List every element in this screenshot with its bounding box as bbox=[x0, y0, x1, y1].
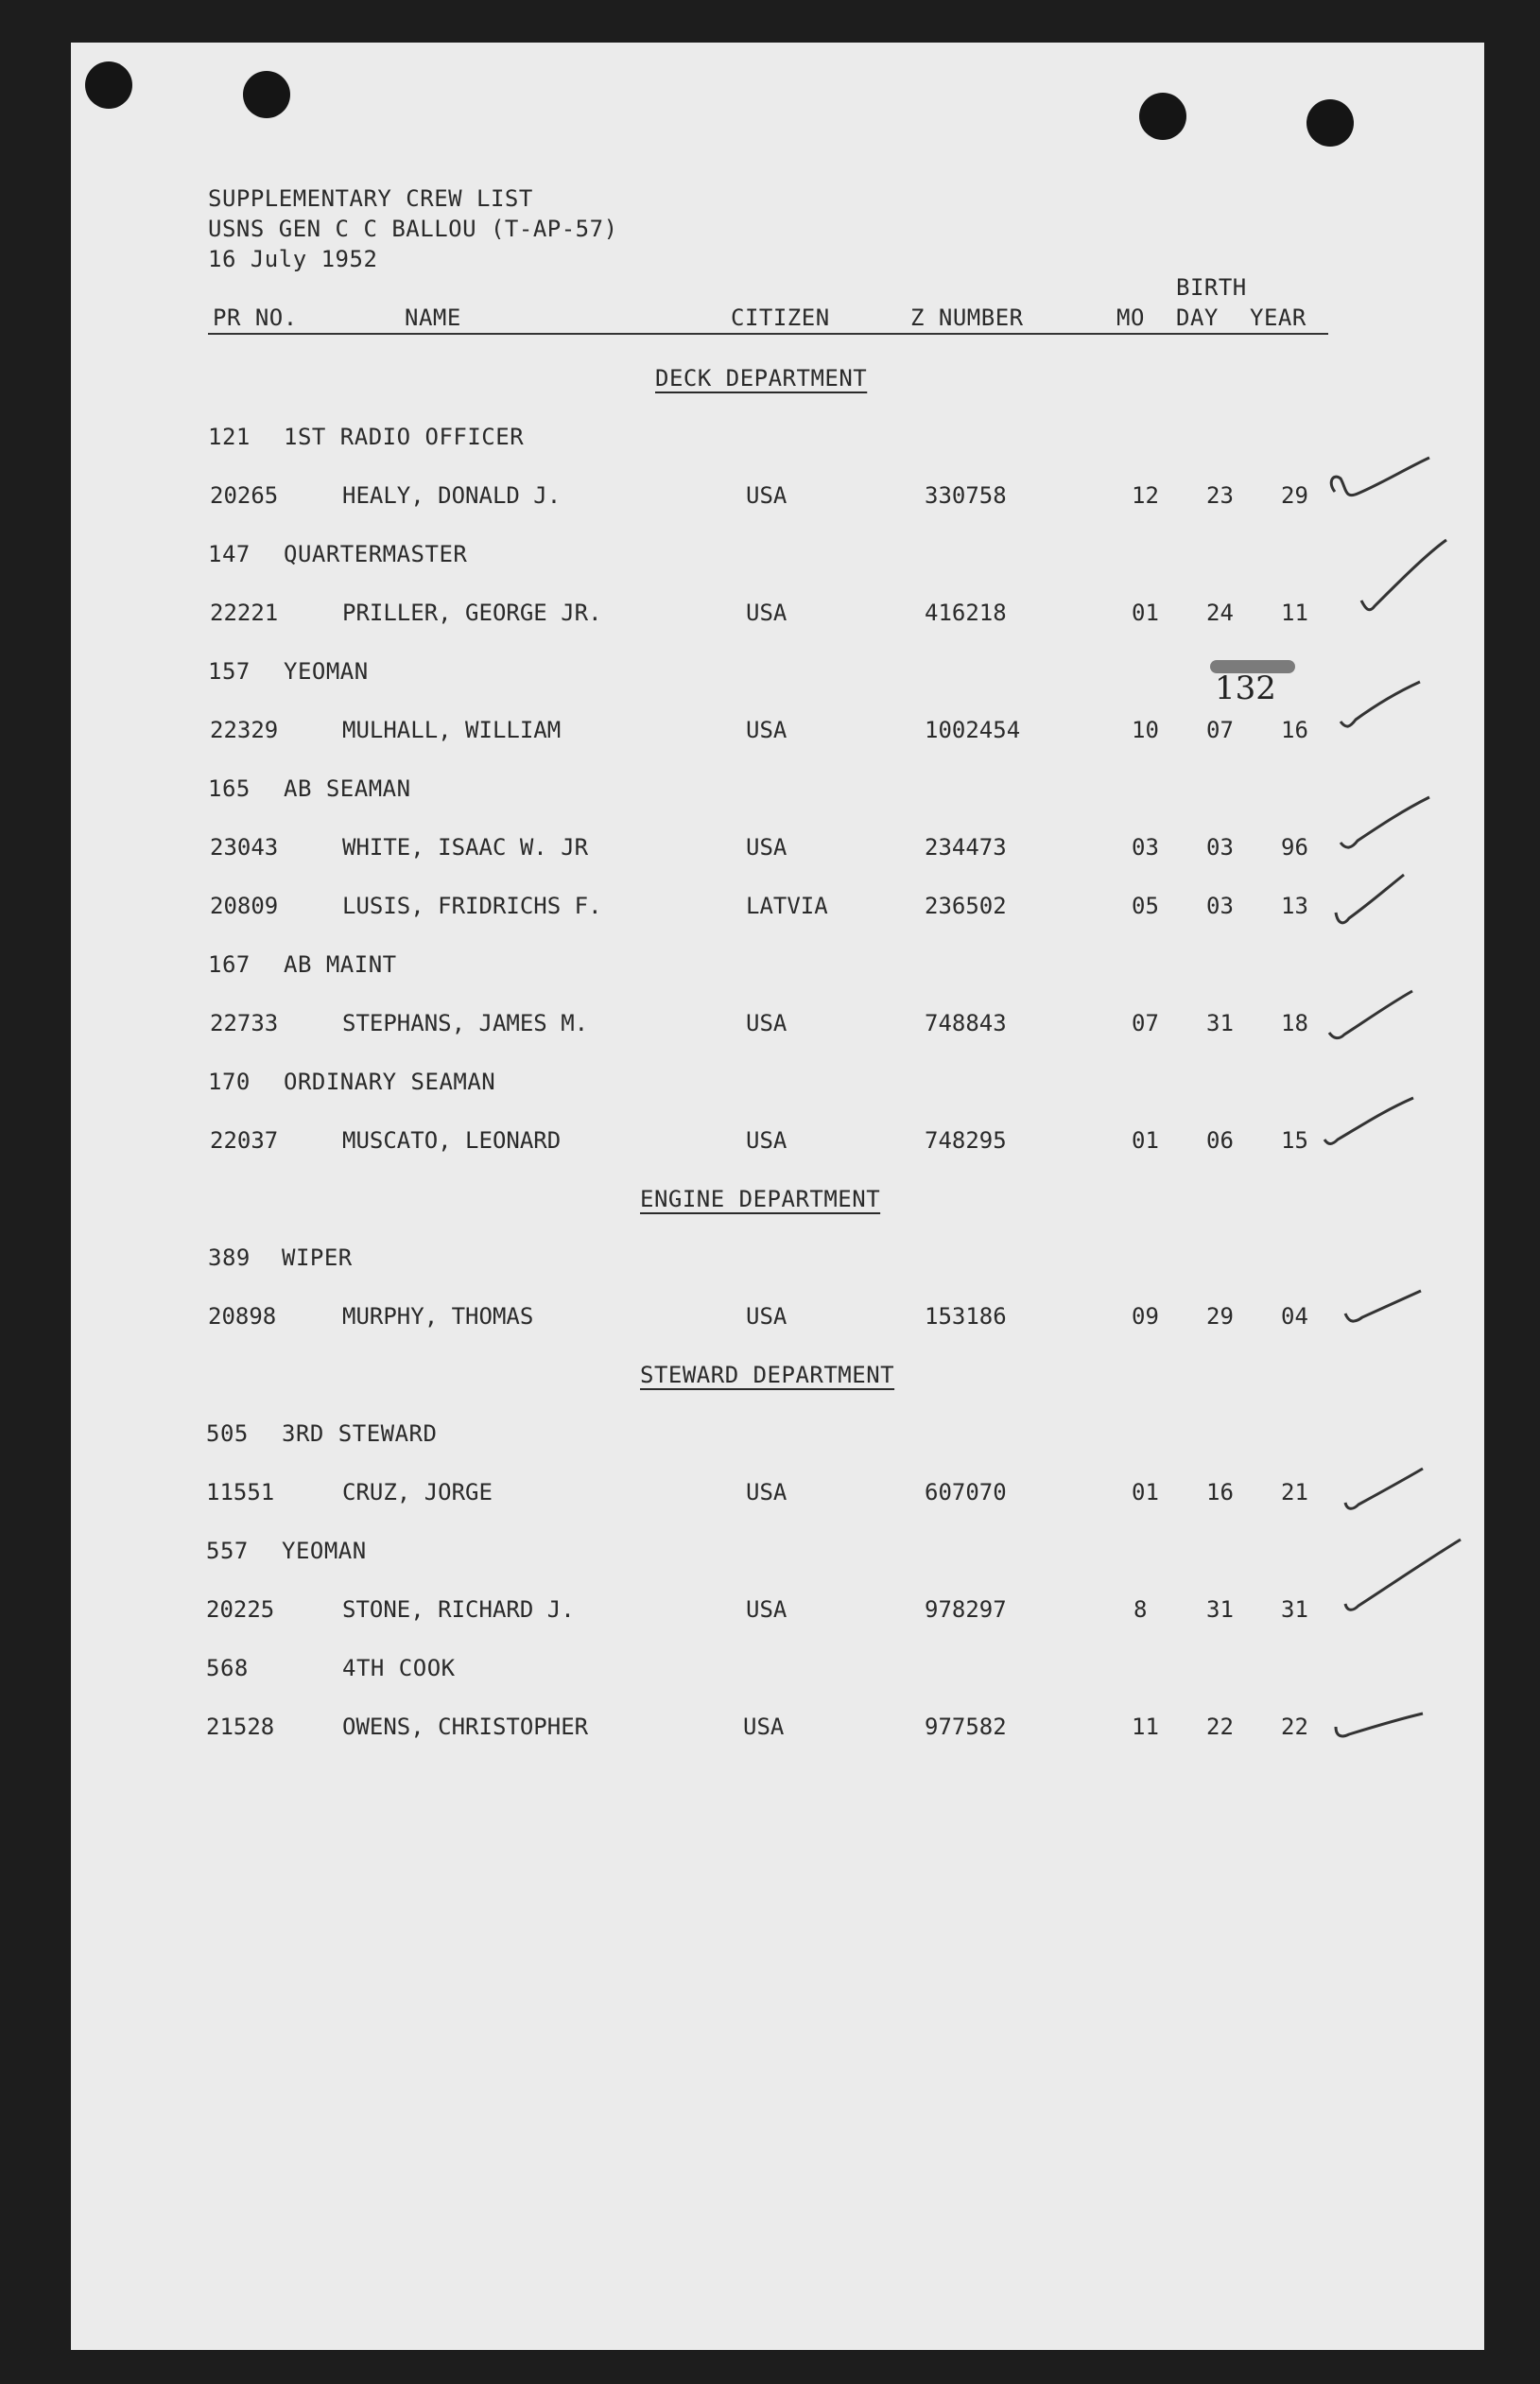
citizenship: LATVIA bbox=[746, 893, 828, 919]
birth-year: 31 bbox=[1281, 1596, 1308, 1623]
birth-year: 22 bbox=[1281, 1714, 1308, 1740]
col-name: NAME bbox=[405, 305, 461, 331]
birth-month: 01 bbox=[1132, 1479, 1159, 1505]
crew-name: CRUZ, JORGE bbox=[342, 1479, 493, 1505]
crew-name: LUSIS, FRIDRICHS F. bbox=[342, 893, 602, 919]
col-mo: MO bbox=[1116, 305, 1145, 331]
birth-month: 03 bbox=[1132, 834, 1159, 861]
rating-code: 557 bbox=[206, 1538, 249, 1564]
birth-day: 22 bbox=[1206, 1714, 1234, 1740]
z-number: 1002454 bbox=[925, 717, 1021, 743]
check-mark-icon bbox=[1324, 444, 1437, 511]
citizenship: USA bbox=[746, 1303, 787, 1330]
section-engine: ENGINE DEPARTMENT bbox=[640, 1186, 881, 1212]
crew-name: PRILLER, GEORGE JR. bbox=[342, 600, 602, 626]
z-number: 748843 bbox=[925, 1010, 1007, 1036]
vessel-name: USNS GEN C C BALLOU (T-AP-57) bbox=[208, 216, 618, 242]
z-number: 153186 bbox=[925, 1303, 1007, 1330]
pr-number: 22329 bbox=[210, 717, 279, 743]
table-row bbox=[0, 717, 1540, 755]
rating-code: 165 bbox=[208, 775, 251, 802]
birth-month: 11 bbox=[1132, 1714, 1159, 1740]
punch-hole bbox=[85, 61, 132, 109]
rating-code: 147 bbox=[208, 541, 251, 567]
z-number: 234473 bbox=[925, 834, 1007, 861]
col-birth: BIRTH bbox=[1176, 274, 1247, 301]
table-row bbox=[0, 482, 1540, 520]
z-number: 416218 bbox=[925, 600, 1007, 626]
crew-name: MURPHY, THOMAS bbox=[342, 1303, 534, 1330]
punch-hole bbox=[1139, 93, 1186, 140]
z-number: 977582 bbox=[925, 1714, 1007, 1740]
check-mark-icon bbox=[1328, 1702, 1432, 1749]
birth-month: 12 bbox=[1132, 482, 1159, 509]
crew-name: STONE, RICHARD J. bbox=[342, 1596, 575, 1623]
birth-year: 29 bbox=[1281, 482, 1308, 509]
rating-title: QUARTERMASTER bbox=[284, 541, 468, 567]
table-row bbox=[0, 1714, 1540, 1751]
birth-day: 03 bbox=[1206, 893, 1234, 919]
rating-title: AB SEAMAN bbox=[284, 775, 411, 802]
col-citizen: CITIZEN bbox=[731, 305, 830, 331]
birth-day: 23 bbox=[1206, 482, 1234, 509]
rating-code: 389 bbox=[208, 1244, 251, 1271]
birth-month: 07 bbox=[1132, 1010, 1159, 1036]
birth-month: 05 bbox=[1132, 893, 1159, 919]
punch-hole bbox=[1306, 99, 1354, 147]
pr-number: 22037 bbox=[210, 1127, 279, 1154]
birth-year: 16 bbox=[1281, 717, 1308, 743]
crew-name: HEALY, DONALD J. bbox=[342, 482, 562, 509]
table-row bbox=[0, 1303, 1540, 1341]
rating-code: 167 bbox=[208, 951, 251, 978]
citizenship: USA bbox=[743, 1714, 785, 1740]
birth-day: 06 bbox=[1206, 1127, 1234, 1154]
birth-day: 31 bbox=[1206, 1596, 1234, 1623]
page-stamp-number: 132 bbox=[1215, 670, 1276, 707]
rating-code: 170 bbox=[208, 1069, 251, 1095]
citizenship: USA bbox=[746, 1010, 787, 1036]
citizenship: USA bbox=[746, 834, 787, 861]
z-number: 607070 bbox=[925, 1479, 1007, 1505]
citizenship: USA bbox=[746, 1127, 787, 1154]
rating-code: 568 bbox=[206, 1655, 249, 1681]
check-mark-icon bbox=[1328, 865, 1432, 941]
check-mark-icon bbox=[1319, 1092, 1423, 1168]
rating-title: YEOMAN bbox=[282, 1538, 367, 1564]
col-pr-no: PR NO. bbox=[213, 305, 298, 331]
citizenship: USA bbox=[746, 600, 787, 626]
rating-code: 121 bbox=[208, 424, 251, 450]
birth-day: 29 bbox=[1206, 1303, 1234, 1330]
check-mark-icon bbox=[1333, 676, 1428, 742]
z-number: 978297 bbox=[925, 1596, 1007, 1623]
birth-month: 8 bbox=[1133, 1596, 1148, 1623]
pr-number: 22733 bbox=[210, 1010, 279, 1036]
col-day: DAY bbox=[1176, 305, 1219, 331]
birth-day: 03 bbox=[1206, 834, 1234, 861]
check-mark-icon bbox=[1333, 790, 1437, 865]
birth-year: 15 bbox=[1281, 1127, 1308, 1154]
check-mark-icon bbox=[1352, 534, 1456, 629]
col-year: YEAR bbox=[1250, 305, 1306, 331]
table-row bbox=[0, 1479, 1540, 1517]
citizenship: USA bbox=[746, 482, 787, 509]
birth-day: 31 bbox=[1206, 1010, 1234, 1036]
rating-title: ORDINARY SEAMAN bbox=[284, 1069, 496, 1095]
crew-name: WHITE, ISAAC W. JR bbox=[342, 834, 589, 861]
birth-day: 07 bbox=[1206, 717, 1234, 743]
citizenship: USA bbox=[746, 1596, 787, 1623]
table-row bbox=[0, 1596, 1540, 1634]
pr-number: 21528 bbox=[206, 1714, 275, 1740]
crew-name: MULHALL, WILLIAM bbox=[342, 717, 562, 743]
pr-number: 22221 bbox=[210, 600, 279, 626]
table-row bbox=[0, 600, 1540, 637]
pr-number: 11551 bbox=[206, 1479, 275, 1505]
pr-number: 20225 bbox=[206, 1596, 275, 1623]
z-number: 236502 bbox=[925, 893, 1007, 919]
table-row bbox=[0, 834, 1540, 872]
crew-name: STEPHANS, JAMES M. bbox=[342, 1010, 589, 1036]
table-row bbox=[0, 1010, 1540, 1048]
col-z-number: Z NUMBER bbox=[910, 305, 1024, 331]
crew-name: OWENS, CHRISTOPHER bbox=[342, 1714, 589, 1740]
pr-number: 20809 bbox=[210, 893, 279, 919]
birth-day: 24 bbox=[1206, 600, 1234, 626]
section-steward: STEWARD DEPARTMENT bbox=[640, 1362, 895, 1388]
pr-number: 20265 bbox=[210, 482, 279, 509]
rating-title: 3RD STEWARD bbox=[282, 1420, 438, 1447]
z-number: 330758 bbox=[925, 482, 1007, 509]
rating-title: WIPER bbox=[282, 1244, 353, 1271]
crew-name: MUSCATO, LEONARD bbox=[342, 1127, 562, 1154]
citizenship: USA bbox=[746, 1479, 787, 1505]
birth-month: 01 bbox=[1132, 1127, 1159, 1154]
rating-code: 505 bbox=[206, 1420, 249, 1447]
check-mark-icon bbox=[1338, 1532, 1470, 1627]
table-row bbox=[0, 1127, 1540, 1165]
birth-year: 04 bbox=[1281, 1303, 1308, 1330]
birth-month: 10 bbox=[1132, 717, 1159, 743]
birth-year: 18 bbox=[1281, 1010, 1308, 1036]
header-rule bbox=[208, 333, 1328, 335]
pr-number: 20898 bbox=[208, 1303, 277, 1330]
birth-year: 21 bbox=[1281, 1479, 1308, 1505]
list-date: 16 July 1952 bbox=[208, 246, 378, 272]
rating-title: 1ST RADIO OFFICER bbox=[284, 424, 525, 450]
punch-hole bbox=[243, 71, 290, 118]
check-mark-icon bbox=[1338, 1281, 1432, 1338]
pr-number: 23043 bbox=[210, 834, 279, 861]
list-title: SUPPLEMENTARY CREW LIST bbox=[208, 185, 533, 212]
birth-month: 09 bbox=[1132, 1303, 1159, 1330]
rating-title: YEOMAN bbox=[284, 658, 369, 685]
table-row bbox=[0, 893, 1540, 931]
rating-title: 4TH COOK bbox=[342, 1655, 456, 1681]
check-mark-icon bbox=[1338, 1461, 1432, 1527]
section-deck: DECK DEPARTMENT bbox=[655, 365, 868, 392]
birth-day: 16 bbox=[1206, 1479, 1234, 1505]
birth-year: 96 bbox=[1281, 834, 1308, 861]
citizenship: USA bbox=[746, 717, 787, 743]
birth-month: 01 bbox=[1132, 600, 1159, 626]
check-mark-icon bbox=[1324, 983, 1428, 1059]
birth-year: 11 bbox=[1281, 600, 1308, 626]
rating-title: AB MAINT bbox=[284, 951, 397, 978]
birth-year: 13 bbox=[1281, 893, 1308, 919]
rating-code: 157 bbox=[208, 658, 251, 685]
z-number: 748295 bbox=[925, 1127, 1007, 1154]
